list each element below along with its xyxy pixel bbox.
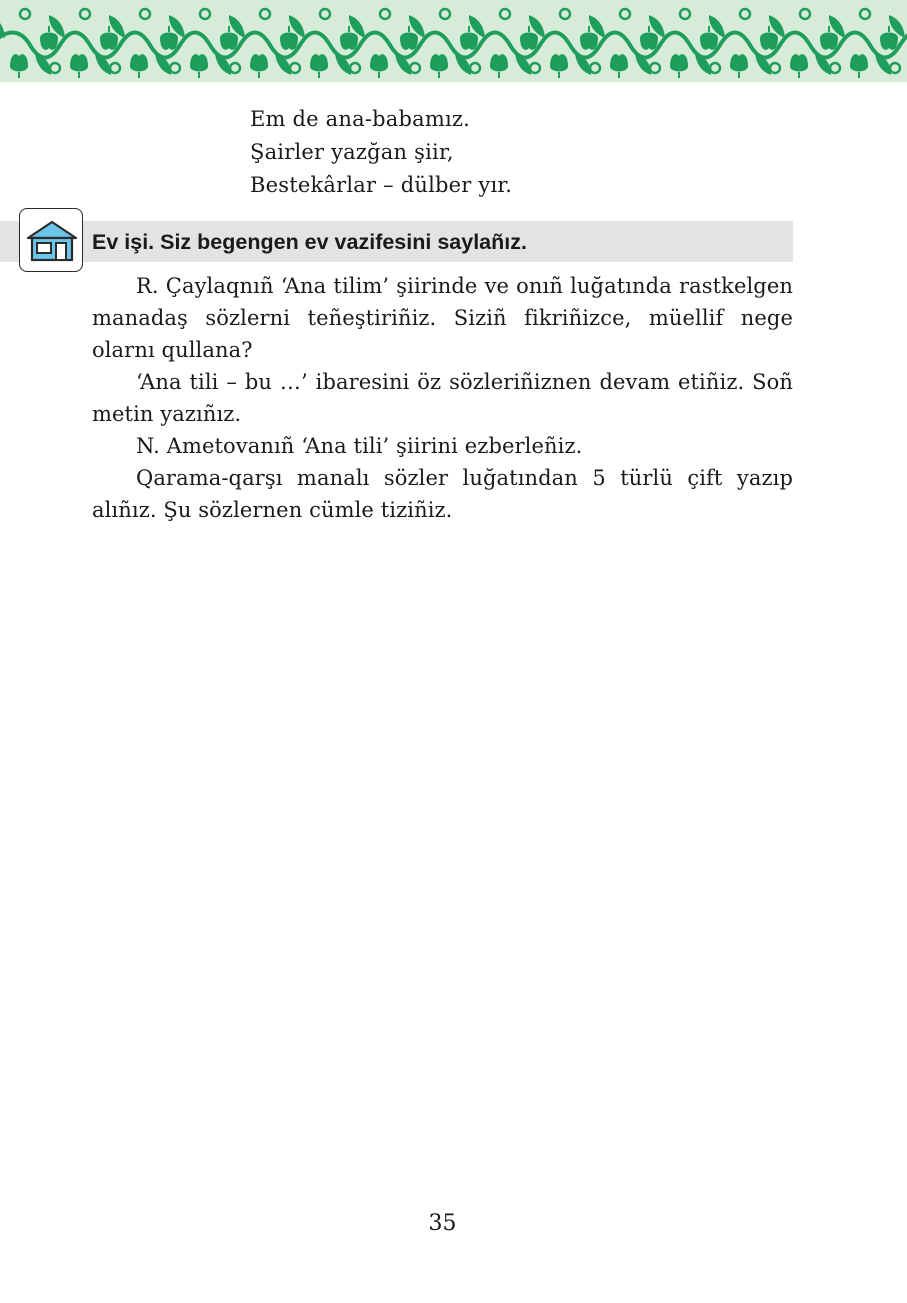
- poem-line: Şairler yazğan şiir,: [250, 140, 454, 164]
- homework-text: [92, 270, 793, 526]
- poem-line: Em de ana-babamız.: [250, 107, 471, 131]
- page-number: 35: [428, 1211, 457, 1236]
- poem-stanza: [250, 103, 512, 202]
- house-icon-box: [19, 208, 83, 272]
- paragraph: R. Çaylaqnıñ ‘Ana tilim’ şiirinde ve onıñ luğatında rastkelgen manadaş sözlerni teñeştiriñiz. Siziñ fikriñizce, müellif nege olarnı qullana?: [92, 274, 793, 362]
- homework-heading: Ev işi. Siz begengen ev vazifesini saylañız.: [92, 230, 527, 254]
- paragraph: ‘Ana tili – bu …’ ibaresini öz sözleriñiznen devam etiñiz. Soñ metin yazıñız.: [92, 370, 793, 426]
- paragraph: Qarama-qarşı manalı sözler luğatından 5 türlü çift yazıp alıñız. Şu sözlernen cümle tiziñiz.: [92, 466, 793, 522]
- house-icon: [20, 209, 84, 273]
- decorative-leaf-banner: [0, 0, 907, 82]
- paragraph: N. Ametovanıñ ‘Ana tili’ şiirini ezberleñiz.: [136, 434, 583, 458]
- poem-line: Bestekârlar – dülber yır.: [250, 173, 513, 197]
